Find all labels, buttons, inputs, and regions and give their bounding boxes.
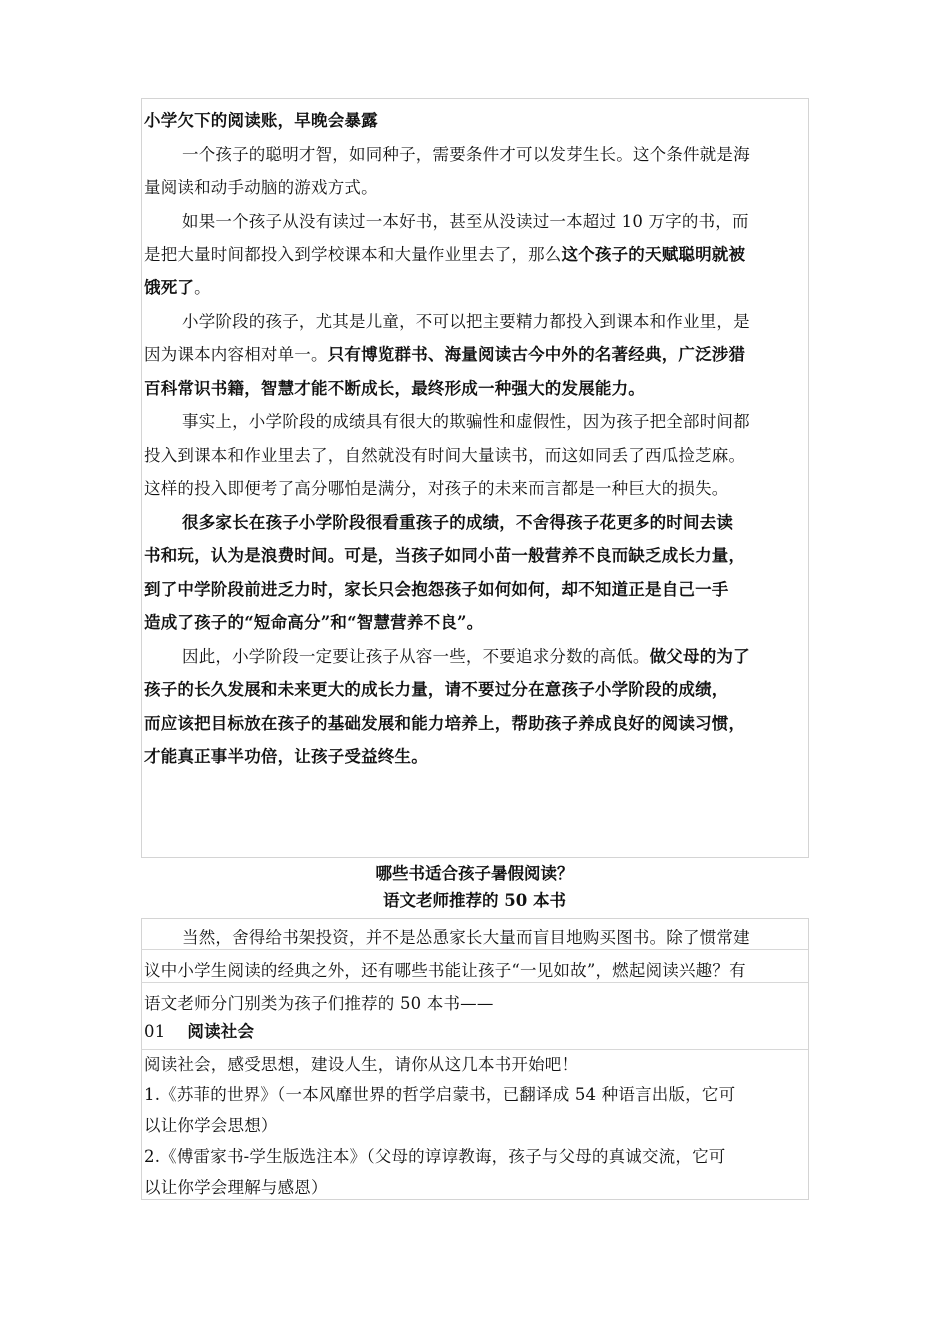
paragraph-line: 议中小学生阅读的经典之外，还有哪些书能让孩子“一见如故”，燃起阅读兴趣？有 <box>144 961 746 980</box>
divider <box>141 1049 808 1050</box>
text-normal: 。 <box>194 278 211 297</box>
paragraph-line <box>144 277 211 299</box>
paragraph-line: 造成了孩子的“短命高分”和“智慧营养不良”。 <box>144 613 484 632</box>
paragraph-line: 百科常识书籍，智慧才能不断成长，最终形成一种强大的发展能力。 <box>144 379 645 398</box>
book-item: 1.《苏菲的世界》（一本风靡世界的哲学启蒙书，已翻译成 54 种语言出版，它可 <box>144 1085 736 1104</box>
paragraph-line: 一个孩子的聪明才智，如同种子，需要条件才可以发芽生长。这个条件就是海 <box>182 145 750 164</box>
paragraph-line <box>182 646 750 668</box>
paragraph-line: 书和玩，认为是浪费时间。可是，当孩子如同小苗一般营养不良而缺乏成长力量， <box>144 546 746 565</box>
paragraph-line: 当然，舍得给书架投资，并不是怂恿家长大量而盲目地购买图书。除了惯常建 <box>182 928 750 947</box>
category-name: 阅读社会 <box>187 1022 255 1041</box>
book-item: 以让你学会理解与感恩） <box>144 1178 328 1197</box>
text-normal: 因此，小学阶段一定要让孩子从容一些，不要追求分数的高低。 <box>182 647 650 666</box>
section-heading: 哪些书适合孩子暑假阅读？ <box>375 864 574 883</box>
text-bold: 饿死了 <box>144 278 195 297</box>
paragraph-line: 这样的投入即便考了高分哪怕是满分，对孩子的未来而言都是一种巨大的损失。 <box>144 479 729 498</box>
paragraph-line <box>144 244 745 266</box>
paragraph-line <box>144 344 745 366</box>
paragraph-line: 孩子的长久发展和未来更大的成长力量，请不要过分在意孩子小学阶段的成绩， <box>144 680 729 699</box>
paragraph-line: 到了中学阶段前进乏力时，家长只会抱怨孩子如何如何，却不知道正是自己一手 <box>144 580 729 599</box>
text-normal: 是把大量时间都投入到学校课本和大量作业里去了，那么 <box>144 245 562 264</box>
paragraph-line: 小学阶段的孩子，尤其是儿童，不可以把主要精力都投入到课本和作业里，是 <box>182 312 750 331</box>
paragraph-line: 如果一个孩子从没有读过一本好书，甚至从没读过一本超过 10 万字的书，而 <box>182 212 749 231</box>
book-item: 以让你学会思想） <box>144 1116 278 1135</box>
paragraph-line: 事实上，小学阶段的成绩具有很大的欺骗性和虚假性，因为孩子把全部时间都 <box>182 412 750 431</box>
paragraph-line: 量阅读和动手动脑的游戏方式。 <box>144 178 378 197</box>
paragraph-line: 很多家长在孩子小学阶段很看重孩子的成绩，不舍得孩子花更多的时间去读 <box>182 513 734 532</box>
category-number: 01 <box>144 1022 166 1041</box>
divider <box>141 949 808 950</box>
text-bold: 这个孩子的天赋聪明就被 <box>561 245 746 264</box>
paragraph-line: 语文老师分门别类为孩子们推荐的 50 本书—— <box>144 994 494 1013</box>
article-title: 小学欠下的阅读账，早晚会暴露 <box>144 111 378 130</box>
text-bold: 做父母的为了 <box>649 647 750 666</box>
category-heading <box>144 1021 254 1043</box>
paragraph-line: 投入到课本和作业里去了，自然就没有时间大量读书，而这如同丢了西瓜捡芝麻。 <box>144 446 746 465</box>
text-normal: 因为课本内容相对单一。 <box>144 345 328 364</box>
divider <box>141 982 808 983</box>
paragraph-line: 而应该把目标放在孩子的基础发展和能力培养上，帮助孩子养成良好的阅读习惯， <box>144 714 746 733</box>
text-bold: 只有博览群书、海量阅读古今中外的名著经典，广泛涉猎 <box>327 345 746 364</box>
category-intro: 阅读社会，感受思想，建设人生，请你从这几本书开始吧！ <box>144 1055 579 1074</box>
section-subheading: 语文老师推荐的 50 本书 <box>383 891 566 910</box>
paragraph-line: 才能真正事半功倍，让孩子受益终生。 <box>144 747 428 766</box>
book-item: 2.《傅雷家书-学生版选注本》（父母的谆谆教诲，孩子与父母的真诚交流，它可 <box>144 1147 726 1166</box>
